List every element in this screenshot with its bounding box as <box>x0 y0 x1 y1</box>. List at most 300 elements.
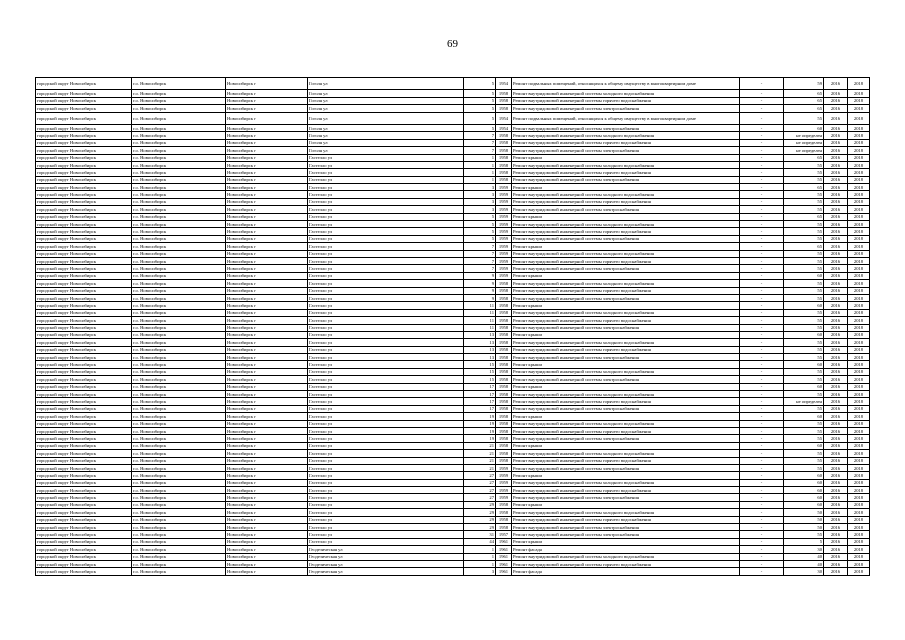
cell-separator: - <box>740 346 784 353</box>
table-row <box>36 257 870 264</box>
cell-street: Гастелло ул <box>308 368 464 375</box>
cell-house-number: 17 <box>464 391 496 398</box>
cell-municipality: городской округ Новосибирск <box>36 169 132 176</box>
cell-settlement: г.о. Новосибирск <box>132 561 226 568</box>
cell-wear-percent: 55 <box>784 206 824 213</box>
cell-work-type: Ремонт внутридомовой инженерной системы электроснабжения <box>512 147 740 154</box>
cell-street: Гоголя ул <box>308 139 464 146</box>
cell-city: Новосибирск г <box>226 420 308 427</box>
cell-year-start: 2016 <box>824 361 848 368</box>
cell-settlement: г.о. Новосибирск <box>132 450 226 457</box>
cell-separator: - <box>740 331 784 338</box>
cell-house-number: 5 <box>464 105 496 112</box>
page-number: 69 <box>447 38 458 50</box>
cell-separator: - <box>740 464 784 471</box>
cell-wear-percent: 60 <box>784 442 824 449</box>
cell-build-year: 1958 <box>496 457 512 464</box>
cell-separator: - <box>740 176 784 183</box>
cell-work-type: Ремонт внутридомовой инженерной системы электроснабжения <box>512 265 740 272</box>
cell-settlement: г.о. Новосибирск <box>132 257 226 264</box>
cell-municipality: городской округ Новосибирск <box>36 265 132 272</box>
cell-house-number: 7 <box>464 265 496 272</box>
cell-year-end: 2018 <box>848 272 870 279</box>
cell-build-year: 1958 <box>496 361 512 368</box>
table-row <box>36 169 870 176</box>
cell-wear-percent: 60 <box>784 272 824 279</box>
cell-street: Гастелло ул <box>308 376 464 383</box>
table-row <box>36 250 870 257</box>
cell-city: Новосибирск г <box>226 154 308 161</box>
cell-city: Новосибирск г <box>226 280 308 287</box>
cell-year-end: 2018 <box>848 105 870 112</box>
cell-year-end: 2018 <box>848 198 870 205</box>
cell-separator: - <box>740 243 784 250</box>
table-row <box>36 161 870 168</box>
cell-build-year: 1958 <box>496 169 512 176</box>
cell-work-type: Ремонт внутридомовой инженерной системы холодного водоснабжения <box>512 280 740 287</box>
cell-municipality: городской округ Новосибирск <box>36 391 132 398</box>
cell-settlement: г.о. Новосибирск <box>132 494 226 501</box>
cell-house-number: 1 <box>464 154 496 161</box>
cell-city: Новосибирск г <box>226 509 308 516</box>
cell-build-year: 1959 <box>496 265 512 272</box>
cell-build-year: 1959 <box>496 243 512 250</box>
cell-separator: - <box>740 124 784 131</box>
table-row <box>36 309 870 316</box>
cell-city: Новосибирск г <box>226 294 308 301</box>
cell-year-end: 2018 <box>848 501 870 508</box>
cell-work-type: Ремонт внутридомовой инженерной системы горячего водоснабжения <box>512 169 740 176</box>
cell-municipality: городской округ Новосибирск <box>36 354 132 361</box>
cell-city: Новосибирск г <box>226 391 308 398</box>
cell-wear-percent: 55 <box>784 464 824 471</box>
cell-build-year: 1959 <box>496 184 512 191</box>
cell-separator: - <box>740 413 784 420</box>
cell-settlement: г.о. Новосибирск <box>132 213 226 220</box>
cell-settlement: г.о. Новосибирск <box>132 90 226 97</box>
cell-wear-percent: 55 <box>784 191 824 198</box>
cell-work-type: Ремонт внутридомовой инженерной системы электроснабжения <box>512 324 740 331</box>
table-row <box>36 479 870 486</box>
cell-work-type: Ремонт внутридомовой инженерной системы электроснабжения <box>512 206 740 213</box>
cell-build-year: 1958 <box>496 309 512 316</box>
cell-settlement: г.о. Новосибирск <box>132 147 226 154</box>
cell-year-start: 2016 <box>824 97 848 104</box>
cell-house-number: 3 <box>464 184 496 191</box>
cell-year-end: 2018 <box>848 524 870 531</box>
cell-house-number: 7 <box>464 147 496 154</box>
cell-wear-percent: 60 <box>784 413 824 420</box>
cell-settlement: г.о. Новосибирск <box>132 457 226 464</box>
cell-city: Новосибирск г <box>226 161 308 168</box>
cell-city: Новосибирск г <box>226 176 308 183</box>
cell-street: Гастелло ул <box>308 464 464 471</box>
table-row <box>36 184 870 191</box>
table-row <box>36 176 870 183</box>
table-row <box>36 97 870 104</box>
cell-year-start: 2016 <box>824 228 848 235</box>
cell-year-start: 2016 <box>824 553 848 560</box>
cell-year-end: 2018 <box>848 568 870 575</box>
cell-settlement: г.о. Новосибирск <box>132 235 226 242</box>
cell-work-type: Ремонт фасада <box>512 568 740 575</box>
table-row <box>36 487 870 494</box>
cell-house-number: 9 <box>464 294 496 301</box>
cell-city: Новосибирск г <box>226 221 308 228</box>
cell-municipality: городской округ Новосибирск <box>36 405 132 412</box>
cell-municipality: городской округ Новосибирск <box>36 243 132 250</box>
cell-house-number: 21 <box>464 457 496 464</box>
cell-city: Новосибирск г <box>226 346 308 353</box>
cell-separator: - <box>740 287 784 294</box>
cell-city: Новосибирск г <box>226 501 308 508</box>
cell-street: Гастелло ул <box>308 487 464 494</box>
cell-build-year: 1958 <box>496 132 512 139</box>
cell-wear-percent: 55 <box>784 176 824 183</box>
table-row <box>36 147 870 154</box>
cell-year-end: 2018 <box>848 457 870 464</box>
cell-work-type: Ремонт крыши <box>512 184 740 191</box>
cell-work-type: Ремонт внутридомовой инженерной системы холодного водоснабжения <box>512 368 740 375</box>
cell-house-number: 5 <box>464 78 496 90</box>
cell-year-start: 2016 <box>824 324 848 331</box>
cell-year-end: 2018 <box>848 302 870 309</box>
cell-street: Гастелло ул <box>308 391 464 398</box>
cell-build-year: 1959 <box>496 479 512 486</box>
cell-city: Новосибирск г <box>226 524 308 531</box>
cell-separator: - <box>740 132 784 139</box>
cell-street: Геодезическая ул <box>308 561 464 568</box>
cell-year-start: 2016 <box>824 309 848 316</box>
cell-municipality: городской округ Новосибирск <box>36 516 132 523</box>
cell-street: Гастелло ул <box>308 213 464 220</box>
cell-settlement: г.о. Новосибирск <box>132 294 226 301</box>
cell-year-end: 2018 <box>848 354 870 361</box>
cell-wear-percent: 59 <box>784 78 824 90</box>
cell-wear-percent: 30 <box>784 568 824 575</box>
cell-year-start: 2016 <box>824 243 848 250</box>
cell-separator: - <box>740 487 784 494</box>
cell-municipality: городской округ Новосибирск <box>36 464 132 471</box>
cell-wear-percent: 55 <box>784 324 824 331</box>
cell-work-type: Ремонт внутридомовой инженерной системы электроснабжения <box>512 464 740 471</box>
cell-build-year: 1961 <box>496 561 512 568</box>
cell-year-end: 2018 <box>848 391 870 398</box>
cell-settlement: г.о. Новосибирск <box>132 376 226 383</box>
cell-year-start: 2016 <box>824 191 848 198</box>
cell-separator: - <box>740 105 784 112</box>
cell-year-end: 2018 <box>848 176 870 183</box>
cell-wear-percent: 55 <box>784 450 824 457</box>
cell-street: Гоголя ул <box>308 124 464 131</box>
cell-house-number: 1 <box>464 169 496 176</box>
cell-street: Гастелло ул <box>308 524 464 531</box>
table-row <box>36 354 870 361</box>
table-row <box>36 221 870 228</box>
cell-year-end: 2018 <box>848 472 870 479</box>
cell-settlement: г.о. Новосибирск <box>132 346 226 353</box>
cell-house-number: 1 <box>464 161 496 168</box>
cell-settlement: г.о. Новосибирск <box>132 420 226 427</box>
cell-settlement: г.о. Новосибирск <box>132 191 226 198</box>
cell-municipality: городской округ Новосибирск <box>36 331 132 338</box>
cell-house-number: 3 <box>464 206 496 213</box>
cell-separator: - <box>740 361 784 368</box>
cell-wear-percent: 60 <box>784 302 824 309</box>
cell-city: Новосибирск г <box>226 272 308 279</box>
cell-year-end: 2018 <box>848 161 870 168</box>
cell-settlement: г.о. Новосибирск <box>132 272 226 279</box>
cell-settlement: г.о. Новосибирск <box>132 132 226 139</box>
cell-wear-percent: 55 <box>784 265 824 272</box>
cell-separator: - <box>740 317 784 324</box>
cell-municipality: городской округ Новосибирск <box>36 561 132 568</box>
table-row <box>36 457 870 464</box>
cell-municipality: городской округ Новосибирск <box>36 398 132 405</box>
cell-build-year: 1958 <box>496 405 512 412</box>
cell-year-start: 2016 <box>824 176 848 183</box>
table-row <box>36 317 870 324</box>
cell-work-type: Ремонт подвальных помещений, относящихся к общему имуществу в многоквартирном доме <box>512 112 740 124</box>
cell-separator: - <box>740 420 784 427</box>
cell-year-end: 2018 <box>848 509 870 516</box>
cell-year-start: 2016 <box>824 464 848 471</box>
cell-work-type: Ремонт внутридомовой инженерной системы горячего водоснабжения <box>512 427 740 434</box>
cell-street: Гастелло ул <box>308 272 464 279</box>
cell-work-type: Ремонт внутридомовой инженерной системы горячего водоснабжения <box>512 346 740 353</box>
cell-year-start: 2016 <box>824 420 848 427</box>
cell-wear-percent: 55 <box>784 420 824 427</box>
cell-city: Новосибирск г <box>226 265 308 272</box>
table-row <box>36 376 870 383</box>
cell-city: Новосибирск г <box>226 413 308 420</box>
cell-year-start: 2016 <box>824 405 848 412</box>
cell-year-start: 2016 <box>824 184 848 191</box>
cell-year-end: 2018 <box>848 413 870 420</box>
cell-build-year: 1958 <box>496 287 512 294</box>
cell-year-end: 2018 <box>848 213 870 220</box>
cell-street: Гастелло ул <box>308 176 464 183</box>
cell-separator: - <box>740 501 784 508</box>
cell-build-year: 1958 <box>496 435 512 442</box>
cell-year-end: 2018 <box>848 324 870 331</box>
cell-wear-percent: 55 <box>784 354 824 361</box>
cell-year-start: 2016 <box>824 132 848 139</box>
cell-wear-percent: 40 <box>784 561 824 568</box>
cell-work-type: Ремонт внутридомовой инженерной системы электроснабжения <box>512 235 740 242</box>
cell-city: Новосибирск г <box>226 479 308 486</box>
cell-year-end: 2018 <box>848 184 870 191</box>
cell-wear-percent: 55 <box>784 280 824 287</box>
cell-separator: - <box>740 154 784 161</box>
table-row <box>36 294 870 301</box>
cell-build-year: 1958 <box>496 280 512 287</box>
cell-city: Новосибирск г <box>226 132 308 139</box>
cell-house-number: 15 <box>464 376 496 383</box>
cell-city: Новосибирск г <box>226 405 308 412</box>
cell-separator: - <box>740 376 784 383</box>
cell-house-number: 15 <box>464 361 496 368</box>
cell-work-type: Ремонт внутридомовой инженерной системы холодного водоснабжения <box>512 479 740 486</box>
cell-city: Новосибирск г <box>226 427 308 434</box>
table-row <box>36 302 870 309</box>
cell-work-type: Ремонт крыши <box>512 213 740 220</box>
cell-build-year: 1958 <box>496 161 512 168</box>
cell-street: Гастелло ул <box>308 450 464 457</box>
cell-street: Гастелло ул <box>308 287 464 294</box>
cell-wear-percent: 65 <box>784 97 824 104</box>
cell-municipality: городской округ Новосибирск <box>36 90 132 97</box>
cell-year-start: 2016 <box>824 568 848 575</box>
cell-house-number: 19 <box>464 413 496 420</box>
cell-house-number: 7 <box>464 139 496 146</box>
cell-house-number: 7 <box>464 257 496 264</box>
cell-municipality: городской округ Новосибирск <box>36 339 132 346</box>
cell-build-year: 1959 <box>496 213 512 220</box>
cell-year-start: 2016 <box>824 161 848 168</box>
table-row <box>36 368 870 375</box>
table-row <box>36 124 870 131</box>
cell-house-number: 5 <box>464 124 496 131</box>
cell-municipality: городской округ Новосибирск <box>36 235 132 242</box>
cell-build-year: 1961 <box>496 553 512 560</box>
cell-build-year: 1958 <box>496 516 512 523</box>
cell-year-start: 2016 <box>824 317 848 324</box>
table-row <box>36 561 870 568</box>
cell-settlement: г.о. Новосибирск <box>132 538 226 545</box>
table-row <box>36 524 870 531</box>
cell-house-number: 5 <box>464 221 496 228</box>
cell-build-year: 1959 <box>496 250 512 257</box>
cell-separator: - <box>740 161 784 168</box>
cell-year-end: 2018 <box>848 546 870 553</box>
cell-city: Новосибирск г <box>226 228 308 235</box>
cell-house-number: 27 <box>464 494 496 501</box>
cell-separator: - <box>740 97 784 104</box>
cell-year-end: 2018 <box>848 398 870 405</box>
table-row <box>36 405 870 412</box>
cell-build-year: 1958 <box>496 302 512 309</box>
cell-wear-percent: 55 <box>784 435 824 442</box>
cell-build-year: 1954 <box>496 78 512 90</box>
cell-street: Гастелло ул <box>308 280 464 287</box>
cell-work-type: Ремонт крыши <box>512 538 740 545</box>
cell-separator: - <box>740 450 784 457</box>
cell-separator: - <box>740 516 784 523</box>
cell-street: Гастелло ул <box>308 324 464 331</box>
cell-house-number: 1 <box>464 546 496 553</box>
cell-municipality: городской округ Новосибирск <box>36 531 132 538</box>
cell-year-end: 2018 <box>848 206 870 213</box>
cell-separator: - <box>740 472 784 479</box>
cell-settlement: г.о. Новосибирск <box>132 124 226 131</box>
cell-house-number: 1 <box>464 176 496 183</box>
cell-street: Гастелло ул <box>308 331 464 338</box>
cell-year-start: 2016 <box>824 538 848 545</box>
cell-work-type: Ремонт внутридомовой инженерной системы электроснабжения <box>512 435 740 442</box>
cell-build-year: 1959 <box>496 191 512 198</box>
cell-build-year: 1958 <box>496 427 512 434</box>
cell-year-start: 2016 <box>824 524 848 531</box>
cell-wear-percent: 60 <box>784 501 824 508</box>
cell-settlement: г.о. Новосибирск <box>132 405 226 412</box>
cell-settlement: г.о. Новосибирск <box>132 309 226 316</box>
cell-separator: - <box>740 383 784 390</box>
cell-municipality: городской округ Новосибирск <box>36 435 132 442</box>
cell-work-type: Ремонт внутридомовой инженерной системы горячего водоснабжения <box>512 139 740 146</box>
cell-municipality: городской округ Новосибирск <box>36 228 132 235</box>
cell-year-start: 2016 <box>824 198 848 205</box>
cell-wear-percent: 55 <box>784 317 824 324</box>
cell-municipality: городской округ Новосибирск <box>36 479 132 486</box>
cell-house-number: 11 <box>464 317 496 324</box>
cell-municipality: городской округ Новосибирск <box>36 361 132 368</box>
cell-year-end: 2018 <box>848 317 870 324</box>
cell-separator: - <box>740 538 784 545</box>
table-row <box>36 78 870 90</box>
cell-work-type: Ремонт внутридомовой инженерной системы холодного водоснабжения <box>512 339 740 346</box>
cell-year-start: 2016 <box>824 427 848 434</box>
cell-municipality: городской округ Новосибирск <box>36 568 132 575</box>
cell-wear-percent: не определен <box>784 147 824 154</box>
cell-city: Новосибирск г <box>226 257 308 264</box>
cell-year-end: 2018 <box>848 450 870 457</box>
cell-year-start: 2016 <box>824 354 848 361</box>
cell-year-start: 2016 <box>824 147 848 154</box>
cell-house-number: 21 <box>464 450 496 457</box>
cell-municipality: городской округ Новосибирск <box>36 450 132 457</box>
cell-settlement: г.о. Новосибирск <box>132 97 226 104</box>
cell-year-end: 2018 <box>848 221 870 228</box>
cell-street: Гастелло ул <box>308 228 464 235</box>
table-row <box>36 235 870 242</box>
cell-municipality: городской округ Новосибирск <box>36 376 132 383</box>
cell-wear-percent: 60 <box>784 124 824 131</box>
cell-house-number: 9 <box>464 280 496 287</box>
cell-city: Новосибирск г <box>226 235 308 242</box>
cell-wear-percent: 55 <box>784 161 824 168</box>
cell-house-number: 13 <box>464 331 496 338</box>
cell-settlement: г.о. Новосибирск <box>132 324 226 331</box>
cell-street: Гастелло ул <box>308 250 464 257</box>
cell-year-end: 2018 <box>848 464 870 471</box>
cell-municipality: городской округ Новосибирск <box>36 494 132 501</box>
cell-year-start: 2016 <box>824 487 848 494</box>
cell-year-start: 2016 <box>824 398 848 405</box>
cell-work-type: Ремонт внутридомовой инженерной системы электроснабжения <box>512 124 740 131</box>
cell-house-number: 5 <box>464 112 496 124</box>
cell-settlement: г.о. Новосибирск <box>132 265 226 272</box>
cell-year-start: 2016 <box>824 235 848 242</box>
cell-wear-percent: 55 <box>784 198 824 205</box>
cell-build-year: 1958 <box>496 368 512 375</box>
cell-work-type: Ремонт внутридомовой инженерной системы электроснабжения <box>512 494 740 501</box>
cell-work-type: Ремонт крыши <box>512 272 740 279</box>
cell-city: Новосибирск г <box>226 494 308 501</box>
cell-settlement: г.о. Новосибирск <box>132 501 226 508</box>
cell-wear-percent: 55 <box>784 112 824 124</box>
cell-city: Новосибирск г <box>226 112 308 124</box>
cell-year-end: 2018 <box>848 435 870 442</box>
cell-street: Гастелло ул <box>308 361 464 368</box>
cell-municipality: городской округ Новосибирск <box>36 257 132 264</box>
cell-wear-percent: 65 <box>784 90 824 97</box>
cell-work-type: Ремонт внутридомовой инженерной системы электроснабжения <box>512 105 740 112</box>
cell-settlement: г.о. Новосибирск <box>132 361 226 368</box>
cell-house-number: 9 <box>464 287 496 294</box>
cell-municipality: городской округ Новосибирск <box>36 184 132 191</box>
cell-municipality: городской округ Новосибирск <box>36 501 132 508</box>
